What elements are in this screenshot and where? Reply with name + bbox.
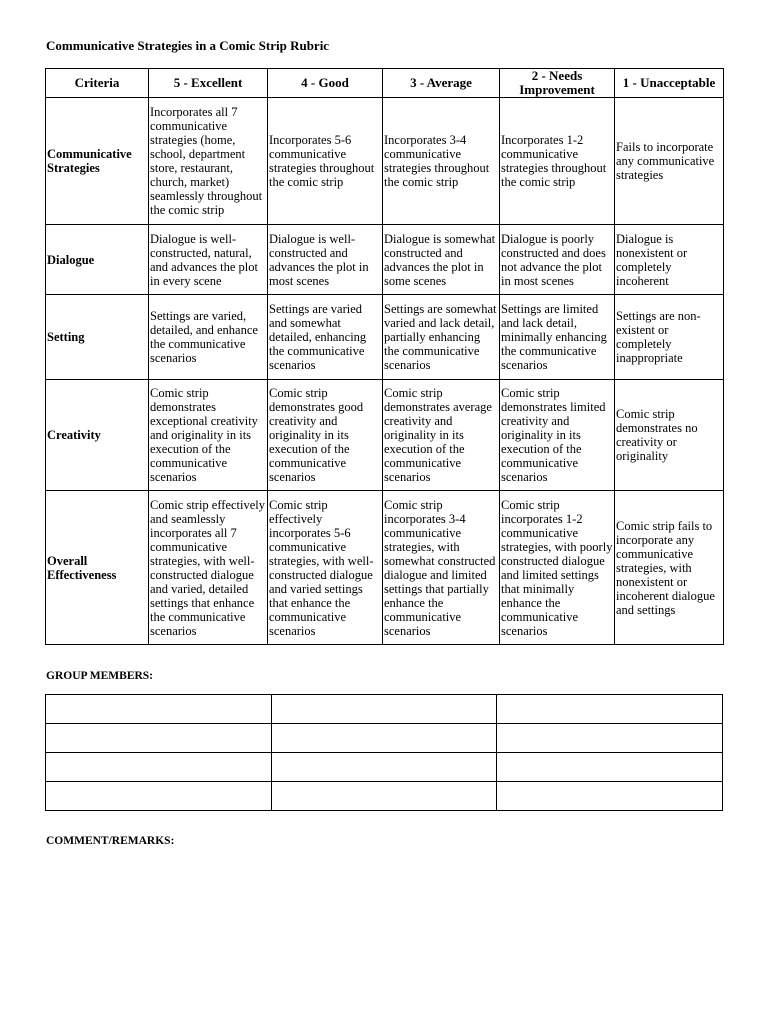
criteria-cell: Communicative Strategies (46, 98, 149, 225)
comment-remarks-label: COMMENT/REMARKS: (46, 835, 175, 847)
rubric-cell: Settings are varied and somewhat detailed, enhancing the communicative scenarios (268, 295, 383, 380)
member-row (46, 695, 723, 724)
rubric-cell: Dialogue is well-constructed and advances the plot in most scenes (268, 225, 383, 295)
member-cell[interactable] (271, 695, 497, 724)
header-good: 4 - Good (268, 69, 383, 98)
header-unacceptable: 1 - Unacceptable (615, 69, 724, 98)
rubric-cell: Settings are limited and lack detail, minimally enhancing the communicative scenarios (500, 295, 615, 380)
criteria-cell: Creativity (46, 380, 149, 491)
rubric-cell: Comic strip demonstrates good creativity and originality in its execution of the communicative scenarios (268, 380, 383, 491)
member-cell[interactable] (497, 724, 723, 753)
member-row (46, 782, 723, 811)
member-cell[interactable] (46, 695, 272, 724)
rubric-cell: Fails to incorporate any communicative strategies (615, 98, 724, 225)
rubric-cell: Dialogue is poorly constructed and does not advance the plot in most scenes (500, 225, 615, 295)
member-cell[interactable] (497, 753, 723, 782)
rubric-cell: Comic strip demonstrates no creativity or originality (615, 380, 724, 491)
rubric-cell: Incorporates 3-4 communicative strategies throughout the comic strip (383, 98, 500, 225)
member-cell[interactable] (271, 724, 497, 753)
member-cell[interactable] (46, 724, 272, 753)
rubric-cell: Comic strip effectively and seamlessly incorporates all 7 communicative strategies, with well-constructed dialogue and varied, detailed settings that enhance the communicative scenarios (149, 491, 268, 645)
member-cell[interactable] (46, 782, 272, 811)
rubric-cell: Incorporates 1-2 communicative strategies throughout the comic strip (500, 98, 615, 225)
member-cell[interactable] (497, 695, 723, 724)
rubric-cell: Settings are varied, detailed, and enhance the communicative scenarios (149, 295, 268, 380)
rubric-cell: Dialogue is nonexistent or completely incoherent (615, 225, 724, 295)
document-title: Communicative Strategies in a Comic Strip Rubric (46, 38, 330, 53)
header-excellent: 5 - Excellent (149, 69, 268, 98)
rubric-cell: Comic strip incorporates 1-2 communicative strategies, with poorly constructed dialogue and limited settings that minimally enhance the communicative scenarios (500, 491, 615, 645)
rubric-cell: Comic strip effectively incorporates 5-6 communicative strategies, with well-constructed dialogue and varied settings that enhance the communicative scenarios (268, 491, 383, 645)
rubric-cell: Comic strip demonstrates limited creativity and originality in its execution of the communicative scenarios (500, 380, 615, 491)
rubric-row-setting (46, 295, 724, 380)
rubric-cell: Dialogue is well-constructed, natural, and advances the plot in every scene (149, 225, 268, 295)
member-cell[interactable] (271, 782, 497, 811)
member-cell[interactable] (271, 753, 497, 782)
group-members-table (45, 694, 723, 811)
rubric-cell: Settings are non-existent or completely inappropriate (615, 295, 724, 380)
rubric-cell: Comic strip fails to incorporate any communicative strategies, with nonexistent or incoherent dialogue and settings (615, 491, 724, 645)
header-criteria: Criteria (46, 69, 149, 98)
criteria-cell: Overall Effectiveness (46, 491, 149, 645)
rubric-header-row (46, 69, 724, 98)
rubric-row-dialogue (46, 225, 724, 295)
group-members-label: GROUP MEMBERS: (46, 670, 154, 682)
rubric-table (45, 68, 724, 645)
rubric-cell: Comic strip demonstrates exceptional creativity and originality in its execution of the communicative scenarios (149, 380, 268, 491)
member-cell[interactable] (497, 782, 723, 811)
rubric-cell: Dialogue is somewhat constructed and advances the plot in some scenes (383, 225, 500, 295)
rubric-cell: Incorporates 5-6 communicative strategies throughout the comic strip (268, 98, 383, 225)
rubric-cell: Comic strip demonstrates average creativity and originality in its execution of the communicative scenarios (383, 380, 500, 491)
member-cell[interactable] (46, 753, 272, 782)
rubric-cell: Comic strip incorporates 3-4 communicative strategies, with somewhat constructed dialogue and limited settings that partially enhance the communicative scenarios (383, 491, 500, 645)
member-row (46, 724, 723, 753)
criteria-cell: Dialogue (46, 225, 149, 295)
rubric-row-communicative-strategies (46, 98, 724, 225)
header-average: 3 - Average (383, 69, 500, 98)
header-needs-improvement: 2 - Needs Improvement (500, 69, 615, 98)
member-row (46, 753, 723, 782)
rubric-row-overall-effectiveness (46, 491, 724, 645)
rubric-cell: Settings are somewhat varied and lack detail, partially enhancing the communicative scenarios (383, 295, 500, 380)
rubric-row-creativity (46, 380, 724, 491)
criteria-cell: Setting (46, 295, 149, 380)
rubric-cell: Incorporates all 7 communicative strategies (home, school, department store, restaurant, church, market) seamlessly throughout the comic strip (149, 98, 268, 225)
